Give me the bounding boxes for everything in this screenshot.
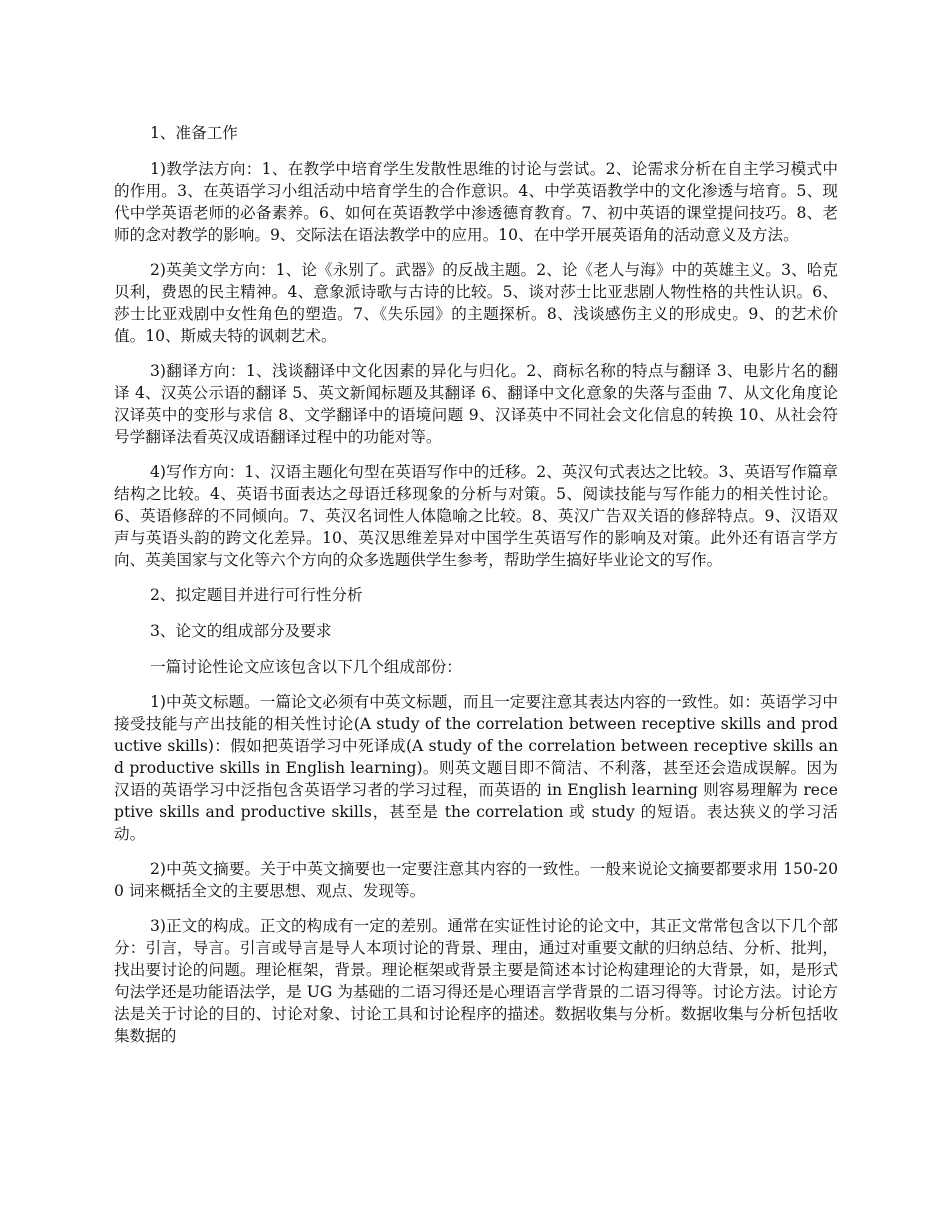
paragraph-writing: 4)写作方向：1、汉语主题化句型在英语写作中的迁移。2、英汉句式表达之比较。3、英语写作篇章结构之比较。4、英语书面表达之母语迁移现象的分析与对策。5、阅读技能与写作能力的相关性讨论。6、英语修辞的不同倾向。7、英汉名词性人体隐喻之比较。8、英汉广告双关语的修辞特点。9、汉语双声与英语头韵的跨文化差异。10、英汉思维差异对中国学生英语写作的影响及对策。此外还有语言学方向、英美国家与文化等六个方向的众多选题供学生参考，帮助学生搞好毕业论文的写作。 bbox=[114, 463, 838, 569]
paragraph-components-intro: 一篇讨论性论文应该包含以下几个组成部份： bbox=[150, 658, 462, 676]
section-heading-topic: 2、拟定题目并进行可行性分析 bbox=[150, 586, 363, 604]
paragraph-body-structure: 3)正文的构成。正文的构成有一定的差别。通常在实证性讨论的论文中，其正文常常包含以下几个部分：引言，导言。引言或导言是导人本项讨论的背景、理由，通过对重要文献的归纳总结、分析、批判，找出要讨论的问题。理论框架，背景。理论框架或背景主要是简述本讨论构建理论的大背景，如，是形式句法学还是功能语法学，是 UG 为基础的二语习得还是心理语言学背景的二语习得等。讨论方法。讨论方法是关于讨论的目的、讨论对象、讨论工具和讨论程序的描述。数据收集与分析。数据收集与分析包括收集数据的 bbox=[114, 917, 838, 1045]
paragraph-teaching-methods: 1)教学法方向：1、在教学中培育学生发散性思维的讨论与尝试。2、论需求分析在自主学习模式中的作用。3、在英语学习小组活动中培育学生的合作意识。4、中学英语教学中的文化渗透与培育。5、现代中学英语老师的必备素养。6、如何在英语教学中渗透德育教育。7、初中英语的课堂提问技巧。8、老师的念对教学的影响。9、交际法在语法教学中的应用。10、在中学开展英语角的活动意义及方法。 bbox=[114, 160, 838, 244]
section-heading-structure: 3、论文的组成部分及要求 bbox=[150, 622, 332, 640]
section-heading-preparation: 1、准备工作 bbox=[150, 124, 238, 142]
paragraph-translation: 3)翻译方向：1、浅谈翻译中文化因素的异化与归化。2、商标名称的特点与翻译 3、电影片名的翻译 4、汉英公示语的翻译 5、英文新闻标题及其翻译 6、翻译中文化意象的失落与歪曲 7、从文化角度论汉译英中的变形与求信 8、文学翻译中的语境问题 9、汉译英中不同社会文化信息的转换 10、从社会符号学翻译法看英汉成语翻译过程中的功能对等。 bbox=[114, 362, 838, 446]
paragraph-literature: 2)英美文学方向：1、论《永别了。武器》的反战主题。2、论《老人与海》中的英雄主义。3、哈克贝利，费恩的民主精神。4、意象派诗歌与古诗的比较。5、谈对莎士比亚悲剧人物性格的共性认识。6、莎士比亚戏剧中女性角色的塑造。7、《失乐园》的主题探析。8、浅谈感伤主义的形成史。9、的艺术价值。10、斯威夫特的讽刺艺术。 bbox=[114, 261, 838, 345]
paragraph-titles: 1)中英文标题。一篇论文必须有中英文标题，而且一定要注意其表达内容的一致性。如：英语学习中接受技能与产出技能的相关性讨论(A study of the correlation between receptive skills and productive skills)：假如把英语学习中死译成(A study of the correlation between receptive skills and productive skills in English learning)。则英文题目即不简洁、不利落，甚至还会造成误解。因为汉语的英语学习中泛指包含英语学习者的学习过程，而英语的 in English learning 则容易理解为 receptive skills and productive skills，甚至是 the correlation 或 study 的短语。表达狭义的学习活动。 bbox=[114, 693, 838, 843]
paragraph-abstracts: 2)中英文摘要。关于中英文摘要也一定要注意其内容的一致性。一般来说论文摘要都要求用 150-200 词来概括全文的主要思想、观点、发现等。 bbox=[114, 860, 838, 900]
